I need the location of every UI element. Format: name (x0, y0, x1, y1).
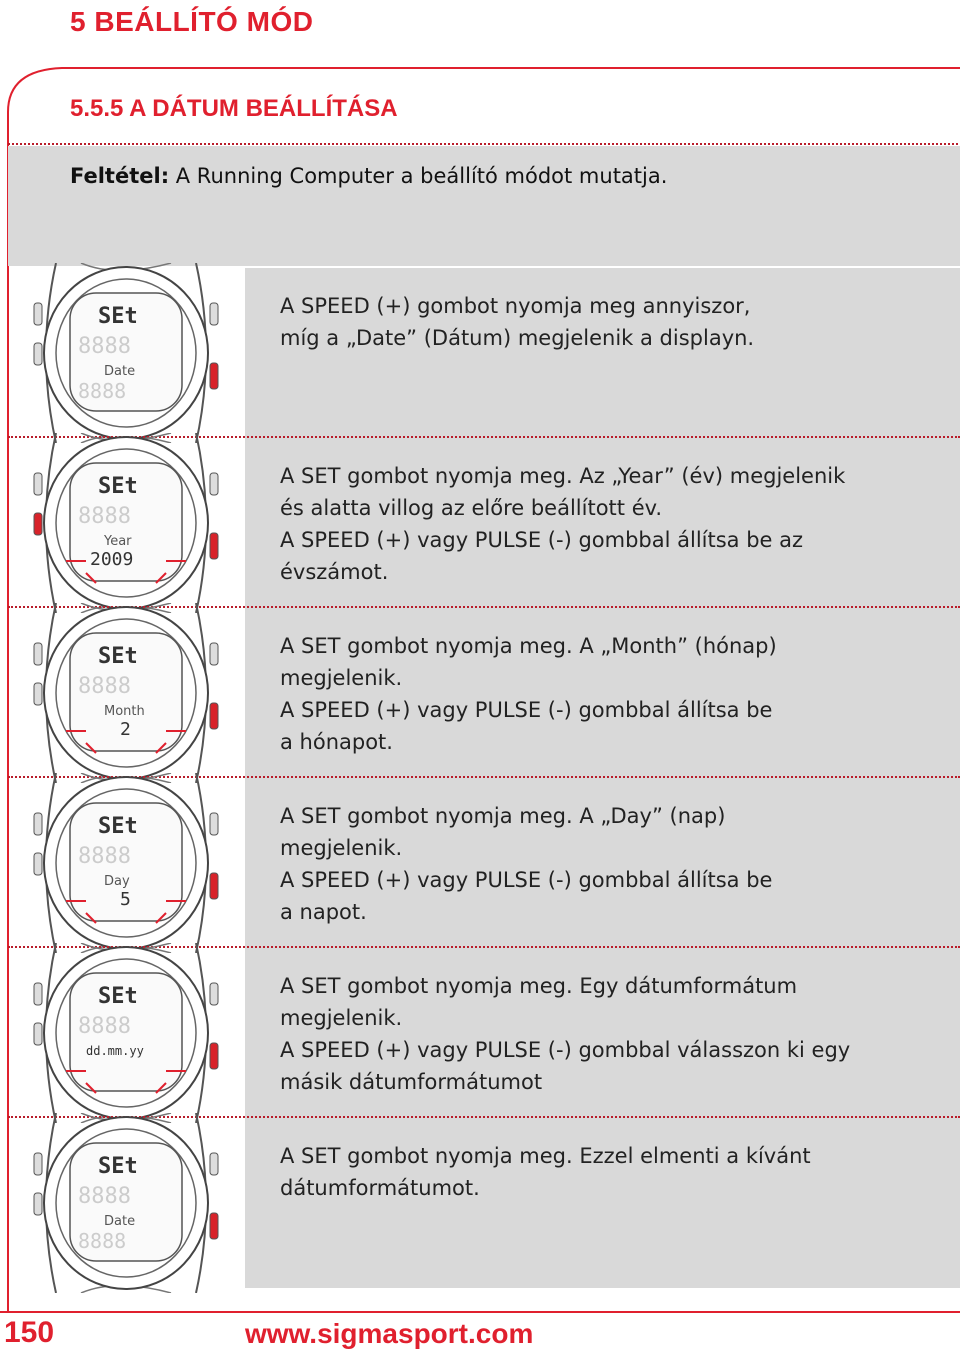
watch-mode-text: SEt (98, 1154, 138, 1179)
watch-display-icon (26, 773, 226, 953)
step-row (0, 438, 960, 608)
watch-value-text: 5 (120, 889, 131, 910)
step-instruction (280, 800, 940, 928)
instruction-line: évszámot. (280, 560, 389, 584)
step-row (0, 948, 960, 1118)
instruction-line: A SET gombot nyomja meg. Egy dátumformátum (280, 974, 798, 998)
watch-display-icon (26, 943, 226, 1123)
instruction-line: A SPEED (+) gombot nyomja meg annyiszor, (280, 294, 751, 318)
watch-display-icon (26, 603, 226, 783)
condition-text (70, 164, 667, 188)
instruction-line: és alatta villog az előre beállított év. (280, 496, 663, 520)
watch-value-text: 2009 (90, 549, 134, 570)
watch-label-text: Date (104, 1214, 136, 1229)
instruction-line: másik dátumformátumot (280, 1070, 543, 1094)
svg-text:8888: 8888 (78, 844, 131, 869)
svg-text:8888: 8888 (78, 334, 131, 359)
instruction-line: megjelenik. (280, 1006, 403, 1030)
step-row (0, 608, 960, 778)
watch-display-icon (26, 433, 226, 613)
instruction-line: A SPEED (+) vagy PULSE (-) gombbal állítsa be (280, 868, 773, 892)
website-link[interactable]: www.sigmasport.com (245, 1318, 534, 1349)
svg-text:8888: 8888 (78, 504, 131, 529)
instruction-line: A SPEED (+) vagy PULSE (-) gombbal állítsa be (280, 698, 773, 722)
instruction-line: A SET gombot nyomja meg. A „Month” (hónap) (280, 634, 777, 658)
instruction-line: megjelenik. (280, 836, 403, 860)
svg-text:8888: 8888 (78, 1184, 131, 1209)
section-title: 5.5.5 A DÁTUM BEÁLLÍTÁSA (70, 95, 398, 122)
instruction-line: míg a „Date” (Dátum) megjelenik a displayn. (280, 326, 755, 350)
watch-display-icon (26, 263, 226, 443)
instruction-line: a hónapot. (280, 730, 393, 754)
step-row (0, 1118, 960, 1288)
watch-value-text: dd.mm.yy (86, 1044, 144, 1058)
svg-text:8888: 8888 (78, 1229, 127, 1253)
instruction-line: A SET gombot nyomja meg. Ezzel elmenti a kívánt (280, 1144, 811, 1168)
instruction-line: megjelenik. (280, 666, 403, 690)
watch-label-text: Day (104, 874, 130, 889)
step-row (0, 268, 960, 438)
watch-mode-text: SEt (98, 814, 138, 839)
condition-label: Feltétel: (70, 164, 170, 188)
instruction-line: dátumformátumot. (280, 1176, 480, 1200)
watch-label-text: Month (104, 704, 145, 719)
step-row (0, 778, 960, 948)
svg-text:8888: 8888 (78, 1014, 131, 1039)
instruction-line: A SET gombot nyomja meg. Az „Year” (év) megjelenik (280, 464, 846, 488)
step-instruction (280, 1140, 940, 1204)
watch-label-text: Date (104, 364, 136, 379)
svg-text:8888: 8888 (78, 379, 127, 403)
watch-mode-text: SEt (98, 644, 138, 669)
watch-label-text: Year (104, 534, 132, 549)
watch-mode-text: SEt (98, 474, 138, 499)
chapter-title: 5 BEÁLLÍTÓ MÓD (70, 6, 314, 37)
instruction-line: A SET gombot nyomja meg. A „Day” (nap) (280, 804, 726, 828)
footer-divider (0, 1311, 960, 1313)
step-instruction (280, 630, 940, 758)
watch-value-text: 2 (120, 719, 131, 740)
watch-display-icon (26, 1113, 226, 1293)
page-number: 150 (4, 1316, 55, 1349)
instruction-line: A SPEED (+) vagy PULSE (-) gombbal válasszon ki egy (280, 1038, 851, 1062)
step-instruction (280, 970, 940, 1098)
watch-mode-text: SEt (98, 304, 138, 329)
step-instruction (280, 290, 940, 354)
instruction-line: A SPEED (+) vagy PULSE (-) gombbal állítsa be az (280, 528, 804, 552)
instruction-line: a napot. (280, 900, 367, 924)
condition-body: A Running Computer a beállító módot mutatja. (169, 164, 668, 188)
step-instruction (280, 460, 940, 588)
watch-mode-text: SEt (98, 984, 138, 1009)
svg-text:8888: 8888 (78, 674, 131, 699)
condition-panel (8, 146, 960, 266)
